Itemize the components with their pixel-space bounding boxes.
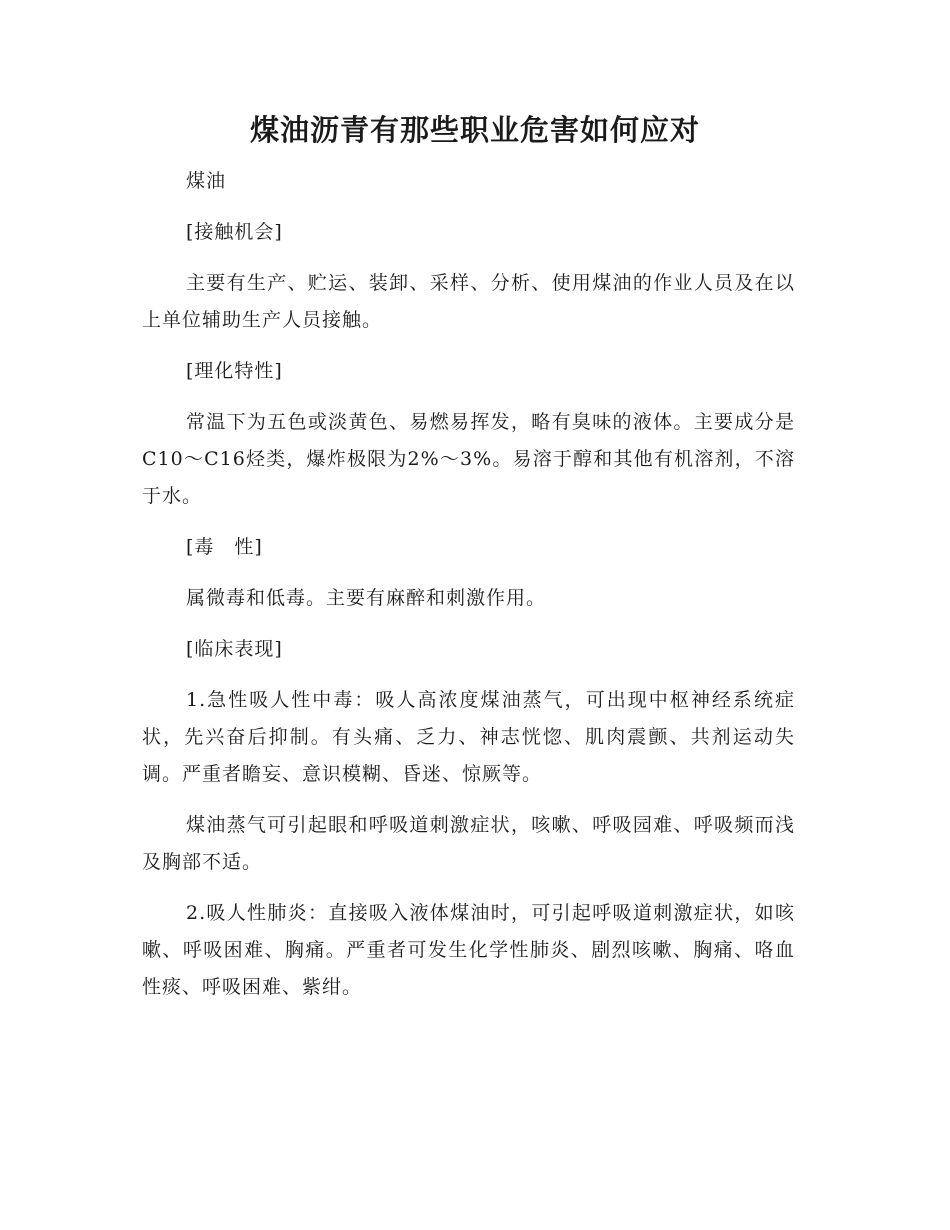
paragraph-toxicity: 属微毒和低毒。主要有麻醉和刺激作用。 [186,587,547,609]
page-title: 煤油沥青有那些职业危害如何应对 [249,113,700,147]
paragraph-exposure-opportunity: 主要有生产、贮运、装卸、采样、分析、使用煤油的作业人员及在以上单位辅助生产人员接触。 [142,272,795,331]
heading-exposure-opportunity: [接触机会] [186,221,283,243]
paragraph-section-kerosene: 煤油 [186,170,227,192]
paragraph-acute-inhalation-poisoning: 1.急性吸人性中毒：吸人高浓度煤油蒸气，可出现中枢神经系统症状，先兴奋后抑制。有头痛、乏力、神志恍惚、肌肉震颤、共剂运动失调。严重者瞻妄、意识模糊、昏迷、惊厥等。 [142,689,795,785]
document-body [142,163,795,1020]
paragraph-vapor-irritation: 煤油蒸气可引起眼和呼吸道刺激症状，咳嗽、呼吸园难、呼吸频而浅及胸部不适。 [142,814,795,873]
paragraph-aspiration-pneumonia: 2.吸人性肺炎：直接吸入液体煤油时，可引起呼吸道刺激症状，如咳嗽、呼吸困难、胸痛。严重者可发生化学性肺炎、剧烈咳嗽、胸痛、咯血性痰、呼吸困难、紫绀。 [142,902,795,998]
heading-toxicity: [毒 性] [186,536,263,558]
heading-clinical-manifestations: [临床表现] [186,638,283,660]
paragraph-physicochemical-properties: 常温下为五色或淡黄色、易燃易挥发，略有臭味的液体。主要成分是C10～C16烃类，爆炸极限为2%～3%。易溶于醇和其他有机溶剂，不溶于水。 [142,411,795,507]
heading-physicochemical-properties: [理化特性] [186,360,283,382]
